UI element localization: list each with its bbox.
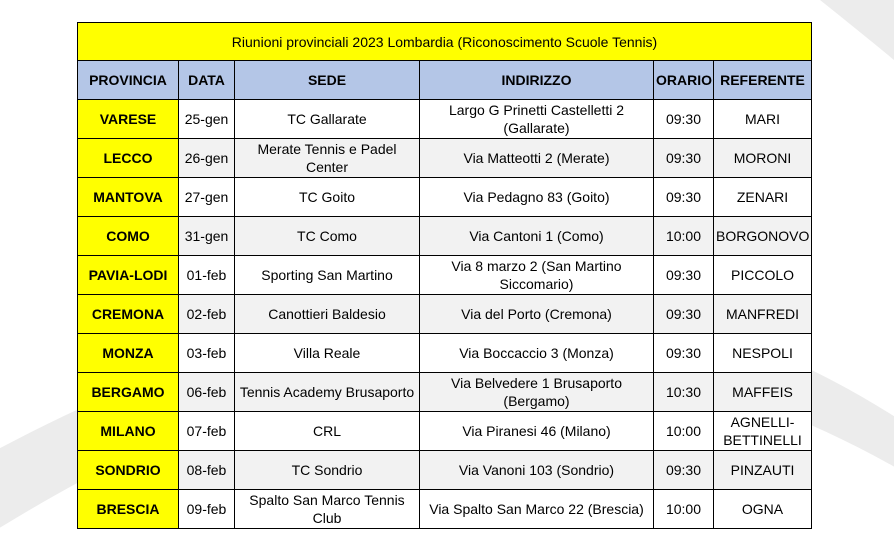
- cell-provincia: VARESE: [78, 100, 179, 139]
- cell-data: 09-feb: [179, 490, 235, 529]
- cell-sede: Canottieri Baldesio: [235, 295, 420, 334]
- meetings-table: [77, 22, 812, 529]
- table-title: Riunioni provinciali 2023 Lombardia (Riconoscimento Scuole Tennis): [78, 23, 812, 61]
- cell-sede: Tennis Academy Brusaporto: [235, 373, 420, 412]
- cell-data: 08-feb: [179, 451, 235, 490]
- cell-orario: 10:00: [654, 217, 714, 256]
- cell-orario: 09:30: [654, 178, 714, 217]
- cell-indirizzo: Via 8 marzo 2 (San Martino Siccomario): [420, 256, 654, 295]
- cell-provincia: LECCO: [78, 139, 179, 178]
- cell-indirizzo: Largo G Prinetti Castelletti 2 (Gallarate): [420, 100, 654, 139]
- cell-data: 06-feb: [179, 373, 235, 412]
- cell-orario: 10:30: [654, 373, 714, 412]
- cell-orario: 09:30: [654, 451, 714, 490]
- cell-sede: CRL: [235, 412, 420, 451]
- cell-indirizzo: Via Piranesi 46 (Milano): [420, 412, 654, 451]
- cell-indirizzo: Via del Porto (Cremona): [420, 295, 654, 334]
- cell-sede: Spalto San Marco Tennis Club: [235, 490, 420, 529]
- header-row: [78, 61, 812, 100]
- cell-provincia: COMO: [78, 217, 179, 256]
- cell-indirizzo: Via Cantoni 1 (Como): [420, 217, 654, 256]
- table-row: [78, 412, 812, 451]
- column-header-orario: ORARIO: [654, 61, 714, 100]
- table-row: [78, 256, 812, 295]
- cell-orario: 09:30: [654, 334, 714, 373]
- cell-orario: 09:30: [654, 139, 714, 178]
- column-header-indirizzo: INDIRIZZO: [420, 61, 654, 100]
- cell-referente: AGNELLI-BETTINELLI: [714, 412, 812, 451]
- table-row: [78, 217, 812, 256]
- table-row: [78, 100, 812, 139]
- cell-provincia: PAVIA-LODI: [78, 256, 179, 295]
- cell-referente: MARI: [714, 100, 812, 139]
- column-header-referente: REFERENTE: [714, 61, 812, 100]
- cell-indirizzo: Via Matteotti 2 (Merate): [420, 139, 654, 178]
- cell-sede: TC Gallarate: [235, 100, 420, 139]
- column-header-sede: SEDE: [235, 61, 420, 100]
- cell-data: 27-gen: [179, 178, 235, 217]
- cell-referente: OGNA: [714, 490, 812, 529]
- cell-sede: Sporting San Martino: [235, 256, 420, 295]
- cell-orario: 10:00: [654, 412, 714, 451]
- table-row: [78, 178, 812, 217]
- cell-provincia: SONDRIO: [78, 451, 179, 490]
- cell-provincia: BERGAMO: [78, 373, 179, 412]
- table-row: [78, 490, 812, 529]
- cell-referente: NESPOLI: [714, 334, 812, 373]
- cell-referente: BORGONOVO: [714, 217, 812, 256]
- cell-sede: TC Goito: [235, 178, 420, 217]
- table-row: [78, 373, 812, 412]
- cell-referente: PINZAUTI: [714, 451, 812, 490]
- cell-orario: 09:30: [654, 295, 714, 334]
- column-header-provincia: PROVINCIA: [78, 61, 179, 100]
- cell-sede: Merate Tennis e Padel Center: [235, 139, 420, 178]
- table-body: [78, 100, 812, 529]
- cell-indirizzo: Via Boccaccio 3 (Monza): [420, 334, 654, 373]
- table-row: [78, 334, 812, 373]
- cell-sede: TC Como: [235, 217, 420, 256]
- cell-indirizzo: Via Spalto San Marco 22 (Brescia): [420, 490, 654, 529]
- column-header-data: DATA: [179, 61, 235, 100]
- cell-referente: MORONI: [714, 139, 812, 178]
- cell-provincia: MONZA: [78, 334, 179, 373]
- cell-data: 07-feb: [179, 412, 235, 451]
- cell-referente: MANFREDI: [714, 295, 812, 334]
- cell-data: 25-gen: [179, 100, 235, 139]
- cell-data: 26-gen: [179, 139, 235, 178]
- cell-indirizzo: Via Vanoni 103 (Sondrio): [420, 451, 654, 490]
- cell-orario: 10:00: [654, 490, 714, 529]
- cell-provincia: MILANO: [78, 412, 179, 451]
- schedule-sheet: [77, 22, 811, 529]
- cell-orario: 09:30: [654, 100, 714, 139]
- cell-provincia: BRESCIA: [78, 490, 179, 529]
- cell-sede: Villa Reale: [235, 334, 420, 373]
- table-row: [78, 295, 812, 334]
- cell-data: 31-gen: [179, 217, 235, 256]
- cell-provincia: CREMONA: [78, 295, 179, 334]
- cell-referente: ZENARI: [714, 178, 812, 217]
- table-row: [78, 139, 812, 178]
- cell-provincia: MANTOVA: [78, 178, 179, 217]
- cell-sede: TC Sondrio: [235, 451, 420, 490]
- cell-indirizzo: Via Belvedere 1 Brusaporto (Bergamo): [420, 373, 654, 412]
- cell-data: 01-feb: [179, 256, 235, 295]
- cell-orario: 09:30: [654, 256, 714, 295]
- cell-referente: MAFFEIS: [714, 373, 812, 412]
- table-row: [78, 451, 812, 490]
- cell-indirizzo: Via Pedagno 83 (Goito): [420, 178, 654, 217]
- cell-data: 03-feb: [179, 334, 235, 373]
- cell-referente: PICCOLO: [714, 256, 812, 295]
- cell-data: 02-feb: [179, 295, 235, 334]
